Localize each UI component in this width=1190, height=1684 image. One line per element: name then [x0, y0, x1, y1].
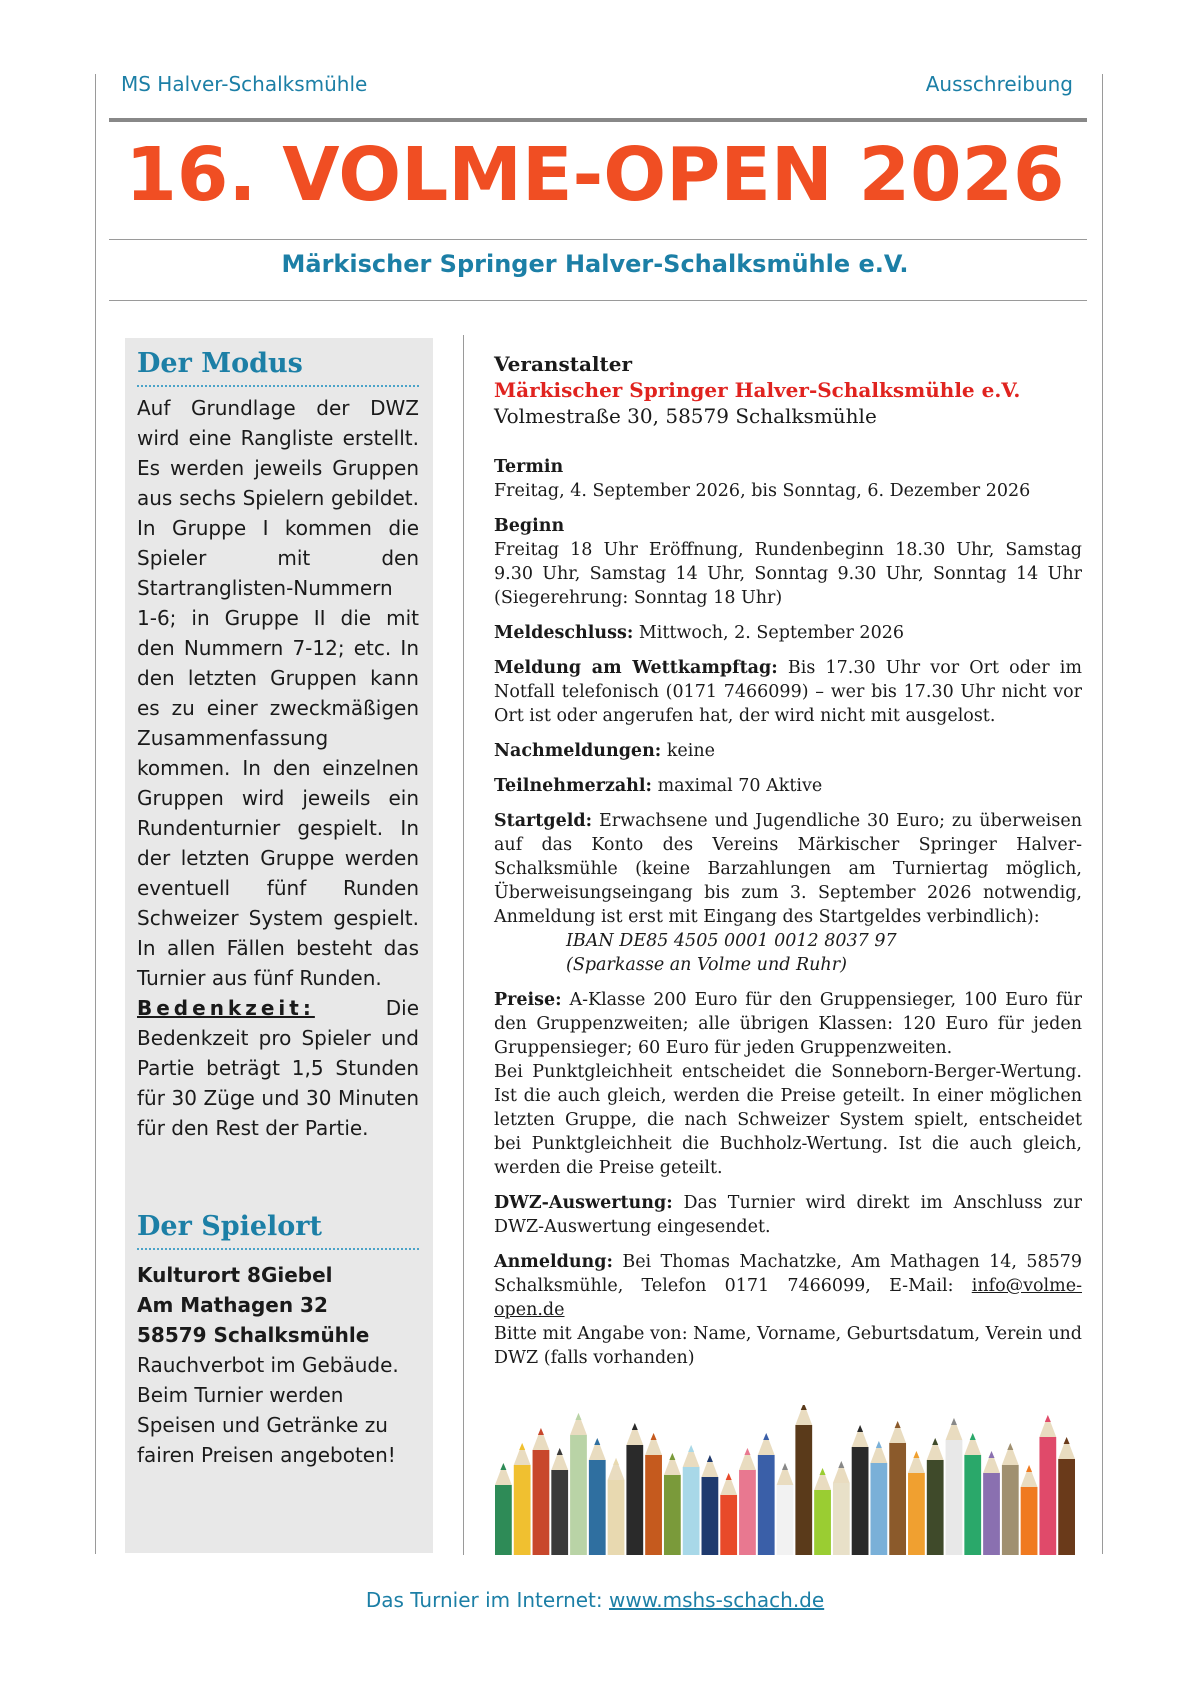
- modus-divider: [137, 385, 419, 387]
- colored-pencils-illustration: [494, 1405, 1076, 1555]
- footer-website-link[interactable]: www.mshs-schach.de: [609, 1588, 825, 1612]
- anmeldung-paragraph: [494, 1250, 1082, 1322]
- pencil-27: [983, 1451, 1000, 1555]
- anmeldung-label: Anmeldung:: [494, 1252, 613, 1272]
- veranstalter-label: Veranstalter: [494, 352, 632, 376]
- anmeldung-text: Bei Thomas Machatzke, Am Mathagen 14, 58579 Schalksmühle, Telefon 0171 7466099, E-Mail:: [494, 1252, 1082, 1296]
- left-frame-line: [95, 74, 96, 1554]
- spielort-heading: Der Spielort: [137, 1211, 322, 1242]
- pencil-15: [758, 1433, 775, 1555]
- pencil-4: [551, 1448, 568, 1555]
- pencil-3: [533, 1428, 550, 1555]
- pencil-24: [927, 1438, 944, 1555]
- anmeldung-block: [494, 1250, 1082, 1370]
- meldeschluss-paragraph: [494, 621, 1082, 645]
- dwz-label: DWZ-Auswertung:: [494, 1193, 673, 1213]
- meldung-label: Meldung am Wettkampftag:: [494, 658, 778, 678]
- modus-section: [137, 348, 419, 1143]
- bedenkzeit-label: Bedenkzeit:: [137, 996, 315, 1020]
- spielort-city: 58579 Schalksmühle: [137, 1323, 370, 1347]
- preise-text: A-Klasse 200 Euro für den Gruppensieger, 100 Euro für den Gruppenzweiten; alle übrigen Klassen: 120 Euro für jeden Gruppensieger; 60 Euro für jeden Gruppenzweiten.: [494, 990, 1082, 1058]
- pencil-5: [570, 1413, 587, 1555]
- pencil-18: [814, 1468, 831, 1555]
- spielort-text: Rauchverbot im Gebäude. Beim Turnier werden Speisen und Getränke zu fairen Preisen angeboten!: [137, 1353, 399, 1467]
- spielort-street: Am Mathagen 32: [137, 1293, 328, 1317]
- pencil-21: [870, 1441, 887, 1555]
- footer-prefix: Das Turnier im Internet:: [365, 1588, 609, 1612]
- modus-heading: Der Modus: [137, 348, 303, 379]
- pencil-12: [702, 1455, 719, 1555]
- footer: [0, 1588, 1190, 1612]
- nachmeldungen-paragraph: [494, 739, 1082, 763]
- termin-label: Termin: [494, 457, 564, 477]
- dwz-paragraph: [494, 1191, 1082, 1239]
- veranstalter-name: Märkischer Springer Halver-Schalksmühle e.V.: [494, 378, 1021, 402]
- teilnehmer-text: maximal 70 Aktive: [652, 776, 823, 796]
- termin-text: Freitag, 4. September 2026, bis Sonntag, 6. Dezember 2026: [494, 481, 1031, 501]
- pencil-23: [908, 1451, 925, 1555]
- pencil-14: [739, 1448, 756, 1555]
- sidebar: [125, 338, 433, 1553]
- header-rule: [109, 118, 1087, 122]
- header-club-name: MS Halver-Schalksmühle: [121, 72, 368, 96]
- spielort-divider: [137, 1248, 419, 1250]
- pencil-6: [589, 1438, 606, 1555]
- startgeld-text: Erwachsene und Jugendliche 30 Euro; zu überweisen auf das Konto des Vereins Märkischer Springer Halver-Schalksmühle (keine Barzahlungen am Turniertag möglich, Überweisungseingang bis zum 3. September 2026 notwendig, Anmeldung ist erst mit Eingang des Startgeldes verbindlich):: [494, 811, 1082, 927]
- termin-block: [494, 455, 1082, 503]
- beginn-text: Freitag 18 Uhr Eröffnung, Rundenbeginn 18.30 Uhr, Samstag 9.30 Uhr, Samstag 14 Uhr, Sonntag 9.30 Uhr, Sonntag 14 Uhr (Siegerehrung: Sonntag 18 Uhr): [494, 540, 1082, 608]
- pencil-9: [645, 1433, 662, 1555]
- pencil-8: [626, 1423, 643, 1555]
- bedenkzeit-text: Die Bedenkzeit pro Spieler und Partie beträgt 1,5 Stunden für 30 Züge und 30 Minuten für den Rest der Partie.: [137, 996, 419, 1140]
- preise-paragraph: [494, 988, 1082, 1060]
- pencil-20: [852, 1425, 869, 1555]
- pencil-28: [1002, 1443, 1019, 1555]
- meldeschluss-text: Mittwoch, 2. September 2026: [633, 623, 904, 643]
- meldung-text: Bis 17.30 Uhr vor Ort oder im Notfall telefonisch (0171 7466099) – wer bis 17.30 Uhr nicht vor Ort ist oder angerufen hat, der wird nicht mit ausgelost.: [494, 658, 1082, 726]
- nachmeldungen-text: keine: [661, 741, 715, 761]
- pencil-13: [720, 1473, 737, 1555]
- beginn-block: [494, 514, 1082, 610]
- pencil-22: [889, 1421, 906, 1555]
- modus-text: Auf Grundlage der DWZ wird eine Rangliste erstellt. Es werden jeweils Gruppen aus sechs Spielern gebildet. In Gruppe I kommen die Spieler mit den Startranglisten-Nummern 1-6; in Gruppe II die mit den Nummern 7-12; etc. In den letzten Gruppen kann es zu einer zweckmäßigen Zusammenfassung kommen. In den einzelnen Gruppen wird jeweils ein Rundenturnier gespielt. In der letzten Gruppe werden eventuell fünf Runden Schweizer System gespielt. In allen Fällen besteht das Turnier aus fünf Runden.: [137, 396, 419, 990]
- startgeld-paragraph: [494, 809, 1082, 977]
- teilnehmer-paragraph: [494, 774, 1082, 798]
- pencil-10: [664, 1453, 681, 1555]
- pencil-29: [1021, 1465, 1038, 1555]
- pencil-31: [1058, 1437, 1075, 1555]
- pencil-7: [608, 1458, 625, 1555]
- dwz-text: Das Turnier wird direkt im Anschluss zur DWZ-Auswertung eingesendet.: [494, 1193, 1082, 1237]
- spielort-name: Kulturort 8Giebel: [137, 1263, 333, 1287]
- startgeld-label: Startgeld:: [494, 811, 593, 831]
- veranstalter-address: Volmestraße 30, 58579 Schalksmühle: [494, 404, 877, 428]
- title-rule-bottom: [109, 239, 1087, 240]
- page-subtitle: Märkischer Springer Halver-Schalksmühle e.V.: [281, 250, 909, 278]
- teilnehmer-label: Teilnehmerzahl:: [494, 776, 653, 796]
- subtitle-rule: [109, 300, 1087, 301]
- spielort-section: [137, 1211, 419, 1470]
- preise-label: Preise:: [494, 990, 562, 1010]
- bank-text: (Sparkasse an Volme und Ruhr): [566, 955, 847, 975]
- preise-block: [494, 988, 1082, 1180]
- column-divider: [463, 335, 464, 1555]
- nachmeldungen-label: Nachmeldungen:: [494, 741, 662, 761]
- meldung-paragraph: [494, 656, 1082, 728]
- pencil-25: [946, 1418, 963, 1555]
- anmeldung-email-link[interactable]: info@volme-open.de: [494, 1276, 1082, 1320]
- beginn-label: Beginn: [494, 516, 565, 536]
- pencil-19: [833, 1461, 850, 1555]
- pencil-11: [683, 1445, 700, 1555]
- main-column: [494, 351, 1082, 1381]
- anmeldung-paragraph-2: Bitte mit Angabe von: Name, Vorname, Geburtsdatum, Verein und DWZ (falls vorhanden): [494, 1324, 1082, 1368]
- pencil-2: [514, 1443, 531, 1555]
- meldeschluss-label: Meldeschluss:: [494, 623, 634, 643]
- pencil-30: [1039, 1415, 1056, 1555]
- pencil-16: [777, 1463, 794, 1555]
- preise-paragraph-2: Bei Punktgleichheit entscheidet die Sonneborn-Berger-Wertung. Ist die auch gleich, werden die Preise geteilt. In einer möglichen letzten Gruppe, die nach Schweizer System spielt, entscheidet bei Punktgleichheit die Buchholz-Wertung. Ist die auch gleich, werden die Preise geteilt.: [494, 1062, 1082, 1178]
- right-frame-line: [1102, 74, 1103, 1554]
- page-title: 16. VOLME-OPEN 2026: [125, 132, 1065, 218]
- header-doc-type: Ausschreibung: [925, 72, 1073, 96]
- iban-text: IBAN DE85 4505 0001 0012 8037 97: [566, 931, 897, 951]
- pencil-17: [795, 1405, 812, 1555]
- bedenkzeit-paragraph: [137, 993, 419, 1143]
- veranstalter-block: [494, 351, 1082, 429]
- pencil-26: [964, 1433, 981, 1555]
- pencil-1: [495, 1463, 512, 1555]
